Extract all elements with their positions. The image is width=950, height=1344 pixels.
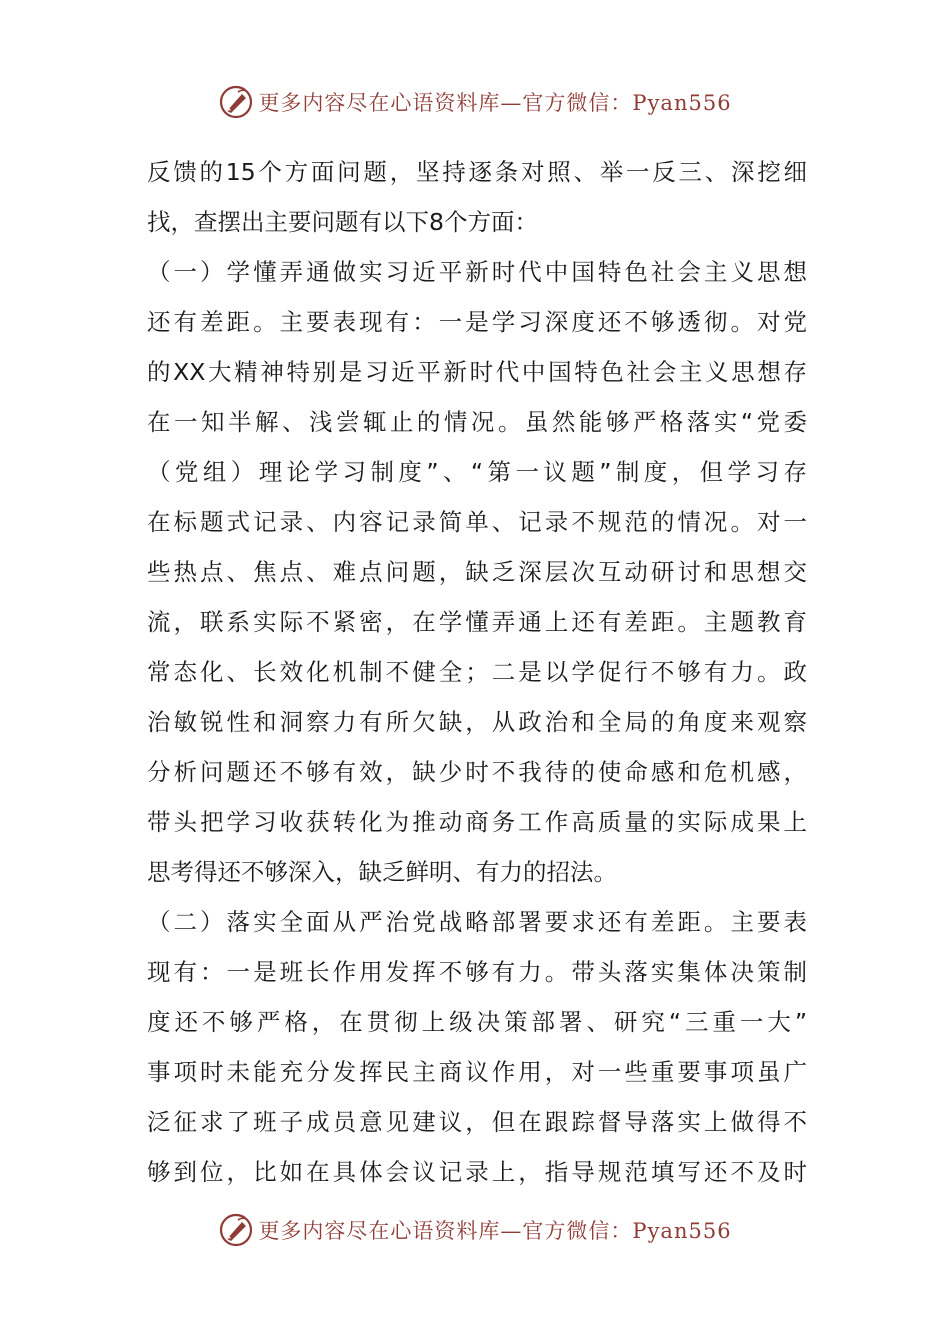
text-line: 度还不够严格，在贯彻上级决策部署、研究“三重一大” — [147, 1008, 807, 1036]
text-line: 泛征求了班子成员意见建议，但在跟踪督导落实上做得不 — [147, 1108, 807, 1136]
text-line: 的XX大精神特别是习近平新时代中国特色社会主义思想存 — [147, 358, 807, 386]
footer-banner — [0, 1210, 950, 1250]
footer-banner-text: 更多内容尽在心语资料库—官方微信：Pyan556 — [258, 1219, 732, 1243]
text-line: 还有差距。主要表现有：一是学习深度还不够透彻。对党 — [147, 308, 807, 336]
text-line: 现有：一是班长作用发挥不够有力。带头落实集体决策制 — [147, 958, 807, 986]
text-line: 分析问题还不够有效，缺少时不我待的使命感和危机感， — [147, 758, 807, 786]
text-line: 常态化、长效化机制不健全；二是以学促行不够有力。政 — [147, 658, 807, 686]
text-line: 找，查摆出主要问题有以下8个方面： — [147, 208, 538, 236]
pen-logo-icon — [218, 1212, 254, 1248]
text-line: 事项时未能充分发挥民主商议作用，对一些重要事项虽广 — [147, 1058, 807, 1086]
text-line: 反馈的15个方面问题，坚持逐条对照、举一反三、深挖细 — [147, 158, 807, 186]
text-line: 流，联系实际不紧密，在学懂弄通上还有差距。主题教育 — [147, 608, 807, 636]
text-line: 够到位，比如在具体会议记录上，指导规范填写还不及时 — [147, 1158, 807, 1186]
header-banner-text: 更多内容尽在心语资料库—官方微信：Pyan556 — [258, 91, 732, 115]
header-banner — [0, 82, 950, 122]
section-heading-line: （二）落实全面从严治党战略部署要求还有差距。主要表 — [147, 908, 807, 936]
text-line: 在标题式记录、内容记录简单、记录不规范的情况。对一 — [147, 508, 807, 536]
text-line: （党组）理论学习制度”、“第一议题”制度，但学习存 — [147, 458, 807, 486]
text-line: 在一知半解、浅尝辄止的情况。虽然能够严格落实“党委 — [147, 408, 807, 436]
text-line: 治敏锐性和洞察力有所欠缺，从政治和全局的角度来观察 — [147, 708, 807, 736]
section-heading-line: （一）学懂弄通做实习近平新时代中国特色社会主义思想 — [147, 258, 807, 286]
pen-logo-icon — [218, 84, 254, 120]
text-line: 些热点、焦点、难点问题，缺乏深层次互动研讨和思想交 — [147, 558, 807, 586]
text-line: 带头把学习收获转化为推动商务工作高质量的实际成果上 — [147, 808, 807, 836]
text-line: 思考得还不够深入，缺乏鲜明、有力的招法。 — [147, 858, 617, 886]
document-body — [147, 147, 807, 1197]
